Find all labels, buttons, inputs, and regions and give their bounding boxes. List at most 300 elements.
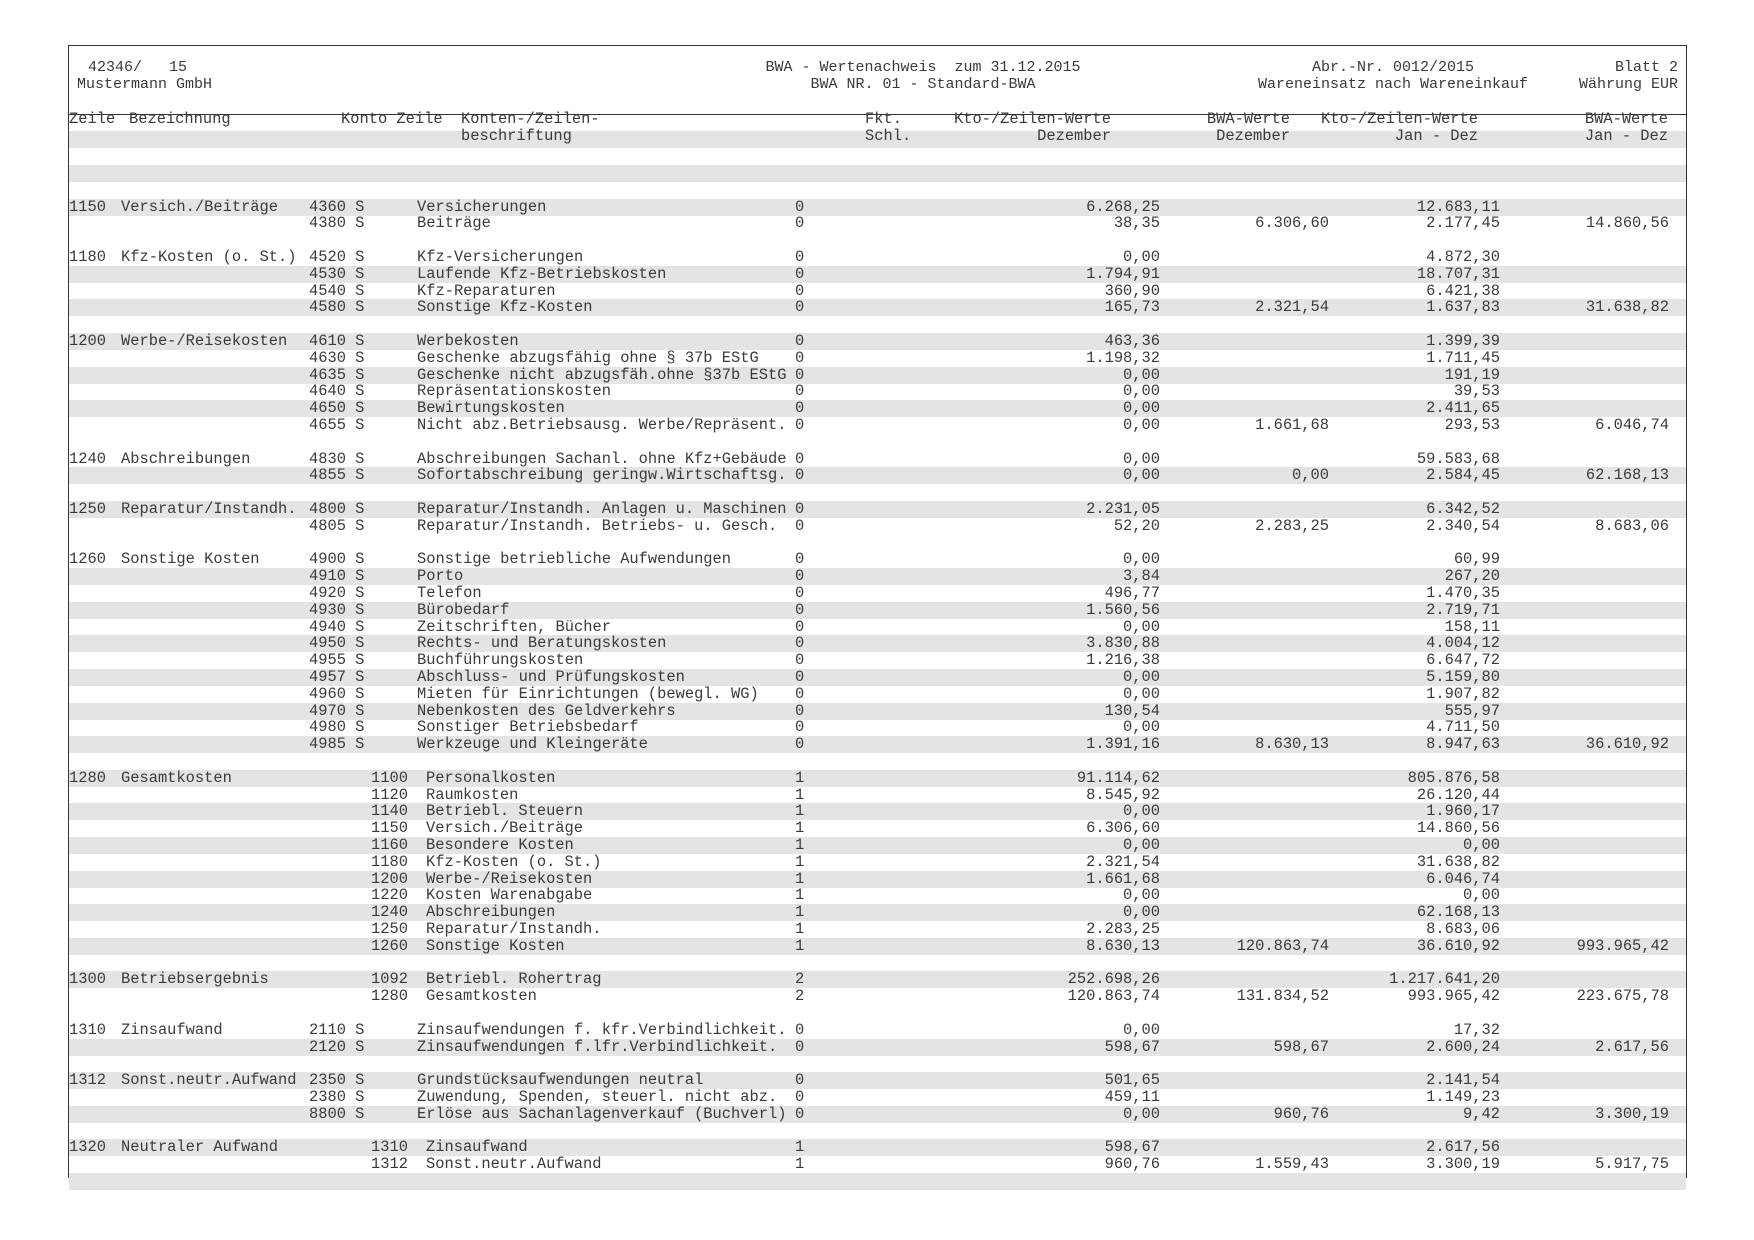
row-label: Versicherungen — [417, 197, 547, 216]
row-value-dec: 1.661,68 — [1086, 869, 1160, 888]
row-value-ytd: 1.637,83 — [1426, 298, 1500, 317]
col-beschriftung-1: Konten-/Zeilen- — [461, 110, 600, 128]
row-function-key: 0 — [795, 348, 805, 367]
row-account: 2350 S — [309, 1071, 365, 1090]
table-row — [69, 619, 1686, 636]
row-value-ytd: 993.965,42 — [1407, 987, 1500, 1006]
row-function-key: 0 — [795, 466, 805, 485]
col-konto-zeile: Konto Zeile — [341, 110, 443, 128]
table-row — [69, 400, 1686, 417]
table-row — [69, 820, 1686, 837]
table-row — [69, 988, 1686, 1005]
table-row — [69, 652, 1686, 669]
row-value-ytd: 8.683,06 — [1426, 920, 1500, 938]
row-designation: Sonst.neutr.Aufwand — [121, 1071, 297, 1090]
row-label: Betriebl. Rohertrag — [426, 970, 602, 989]
row-label: Nicht abz.Betriebsausg. Werbe/Repräsent. — [417, 416, 787, 434]
row-label: Mieten für Einrichtungen (bewegl. WG) — [417, 684, 759, 703]
row-value-dec: 0,00 — [1123, 718, 1160, 737]
row-function-key: 0 — [795, 332, 805, 350]
col-fkt-2: Schl. — [865, 127, 912, 145]
row-account: 4380 S — [309, 214, 365, 233]
table-row — [69, 501, 1686, 518]
table-row — [69, 602, 1686, 619]
row-bwa-ytd: 2.617,56 — [1595, 1037, 1669, 1056]
row-line-ref: 1160 — [371, 836, 408, 854]
row-function-key: 1 — [795, 1138, 805, 1157]
row-function-key: 0 — [795, 248, 805, 266]
currency: Währung EUR — [1578, 76, 1678, 93]
row-function-key: 0 — [795, 617, 805, 636]
row-function-key: 1 — [795, 768, 805, 787]
row-bwa-dec: 131.834,52 — [1236, 987, 1329, 1006]
row-account: 4955 S — [309, 651, 365, 670]
row-account: 4830 S — [309, 449, 365, 468]
row-value-ytd: 3.300,19 — [1426, 1155, 1500, 1174]
row-account: 4520 S — [309, 248, 365, 266]
row-line-number: 1180 — [69, 248, 106, 266]
row-account: 4360 S — [309, 197, 365, 216]
row-value-dec: 1.391,16 — [1086, 735, 1160, 754]
row-label: Sofortabschreibung geringw.Wirtschaftsg. — [417, 466, 787, 485]
table-row — [69, 686, 1686, 703]
row-value-dec: 0,00 — [1123, 416, 1160, 434]
row-line-ref: 1200 — [371, 869, 408, 888]
col-bwa-jd-1: BWA-Werte — [1584, 110, 1668, 128]
row-label: Bürobedarf — [417, 600, 510, 619]
row-label: Kfz-Versicherungen — [417, 248, 584, 266]
row-value-dec: 496,77 — [1104, 584, 1160, 602]
row-bwa-dec: 120.863,74 — [1236, 936, 1329, 955]
row-function-key: 1 — [795, 920, 805, 938]
row-label: Sonstige betriebliche Aufwendungen — [417, 550, 732, 569]
row-value-dec: 165,73 — [1104, 298, 1160, 317]
row-label: Sonstiger Betriebsbedarf — [417, 718, 639, 737]
row-line-ref: 1280 — [371, 987, 408, 1006]
row-value-dec: 38,35 — [1113, 214, 1160, 233]
row-value-dec: 130,54 — [1104, 701, 1160, 720]
row-bwa-ytd: 6.046,74 — [1595, 416, 1669, 434]
row-bwa-ytd: 36.610,92 — [1585, 735, 1669, 754]
row-label: Abschluss- und Prüfungskosten — [417, 668, 685, 686]
table-row — [69, 703, 1686, 720]
row-label: Laufende Kfz-Betriebskosten — [417, 264, 667, 283]
row-function-key: 0 — [795, 550, 805, 569]
row-value-dec: 598,67 — [1104, 1037, 1160, 1056]
row-label: Reparatur/Instandh. Betriebs- u. Gesch. — [417, 516, 778, 535]
row-label: Reparatur/Instandh. Anlagen u. Maschinen — [417, 500, 787, 518]
report-title: BWA - Wertenachweis zum 31.12.2015 — [765, 59, 1081, 76]
row-value-dec: 0,00 — [1123, 399, 1160, 418]
row-function-key: 0 — [795, 399, 805, 418]
row-value-dec: 2.231,05 — [1086, 500, 1160, 518]
row-function-key: 1 — [795, 852, 805, 871]
table-row — [69, 215, 1686, 232]
row-bwa-dec: 1.559,43 — [1255, 1155, 1329, 1174]
row-function-key: 0 — [795, 701, 805, 720]
row-value-ytd: 1.217.641,20 — [1389, 970, 1500, 989]
row-function-key: 1 — [795, 886, 805, 905]
row-designation: Versich./Beiträge — [121, 197, 279, 216]
row-account: 4655 S — [309, 416, 365, 434]
row-line-ref: 1260 — [371, 936, 408, 955]
row-account: 2380 S — [309, 1088, 365, 1106]
row-bwa-dec: 598,67 — [1273, 1037, 1329, 1056]
row-value-ytd: 1.149,23 — [1426, 1088, 1500, 1106]
table-row — [69, 1106, 1686, 1123]
row-label: Sonstige Kfz-Kosten — [417, 298, 593, 317]
col-fkt-1: Fkt. — [865, 110, 902, 128]
row-designation: Betriebsergebnis — [121, 970, 269, 989]
row-designation: Zinsaufwand — [121, 1020, 223, 1039]
table-row — [69, 669, 1686, 686]
row-label: Nebenkosten des Geldverkehrs — [417, 701, 676, 720]
row-value-ytd: 555,97 — [1444, 701, 1500, 720]
table-row — [69, 467, 1686, 484]
row-value-ytd: 17,32 — [1453, 1020, 1500, 1039]
row-value-ytd: 267,20 — [1444, 567, 1500, 586]
row-function-key: 0 — [795, 1020, 805, 1039]
col-kto-dez-1: Kto-/Zeilen-Werte — [953, 110, 1111, 128]
row-bwa-dec: 960,76 — [1273, 1104, 1329, 1123]
row-line-ref: 1100 — [371, 768, 408, 787]
row-label: Geschenke abzugsfähig ohne § 37b EStG — [417, 348, 759, 367]
row-label: Zinsaufwendungen f. kfr.Verbindlichkeit. — [417, 1020, 787, 1039]
row-function-key: 0 — [795, 668, 805, 686]
row-account: 4940 S — [309, 617, 365, 636]
row-value-ytd: 60,99 — [1453, 550, 1500, 569]
row-label: Abschreibungen Sachanl. ohne Kfz+Gebäude — [417, 449, 787, 468]
row-line-number: 1280 — [69, 768, 106, 787]
row-function-key: 0 — [795, 1104, 805, 1123]
row-label: Telefon — [417, 584, 482, 602]
row-value-ytd: 1.399,39 — [1426, 332, 1500, 350]
row-value-dec: 459,11 — [1104, 1088, 1160, 1106]
row-line-number: 1150 — [69, 197, 106, 216]
row-account: 4800 S — [309, 500, 365, 518]
table-row — [69, 854, 1686, 871]
row-label: Raumkosten — [426, 785, 519, 804]
row-function-key: 0 — [795, 214, 805, 233]
row-designation: Abschreibungen — [121, 449, 251, 468]
row-label: Erlöse aus Sachanlagenverkauf (Buchverl) — [417, 1104, 787, 1123]
row-label: Werbekosten — [417, 332, 519, 350]
table-row — [69, 417, 1686, 434]
table-row — [69, 383, 1686, 400]
row-function-key: 1 — [795, 819, 805, 838]
row-line-ref: 1092 — [371, 970, 408, 989]
table-row — [69, 1139, 1686, 1156]
row-line-number: 1312 — [69, 1071, 106, 1090]
row-function-key: 1 — [795, 1155, 805, 1174]
row-value-ytd: 36.610,92 — [1416, 936, 1500, 955]
row-account: 4957 S — [309, 668, 365, 686]
row-function-key: 0 — [795, 584, 805, 602]
row-label: Geschenke nicht abzugsfäh.ohne §37b EStG — [417, 365, 787, 384]
row-label: Zinsaufwendungen f.lfr.Verbindlichkeit. — [417, 1037, 778, 1056]
row-value-dec: 91.114,62 — [1076, 768, 1160, 787]
row-line-number: 1240 — [69, 449, 106, 468]
row-line-ref: 1240 — [371, 903, 408, 922]
row-account: 4985 S — [309, 735, 365, 754]
row-value-dec: 960,76 — [1104, 1155, 1160, 1174]
row-value-ytd: 59.583,68 — [1416, 449, 1500, 468]
row-value-dec: 0,00 — [1123, 365, 1160, 384]
row-value-dec: 3.830,88 — [1086, 634, 1160, 653]
row-function-key: 1 — [795, 785, 805, 804]
row-function-key: 0 — [795, 651, 805, 670]
row-bwa-ytd: 5.917,75 — [1595, 1155, 1669, 1174]
row-bwa-ytd: 62.168,13 — [1585, 466, 1669, 485]
row-account: 4805 S — [309, 516, 365, 535]
row-value-ytd: 293,53 — [1444, 416, 1500, 434]
row-line-number: 1300 — [69, 970, 106, 989]
row-value-dec: 0,00 — [1123, 449, 1160, 468]
row-function-key: 0 — [795, 516, 805, 535]
row-value-dec: 0,00 — [1123, 466, 1160, 485]
row-label: Reparatur/Instandh. — [426, 920, 602, 938]
report-sheet — [68, 45, 1687, 1178]
table-row — [69, 1072, 1686, 1089]
col-bwa-jd-2: Jan - Dez — [1584, 127, 1668, 145]
row-value-ytd: 26.120,44 — [1416, 785, 1500, 804]
table-row — [69, 938, 1686, 955]
row-function-key: 0 — [795, 298, 805, 317]
row-account: 4930 S — [309, 600, 365, 619]
row-bwa-ytd: 993.965,42 — [1576, 936, 1669, 955]
row-value-dec: 0,00 — [1123, 617, 1160, 636]
col-beschriftung-2: beschriftung — [461, 127, 572, 145]
row-value-dec: 0,00 — [1123, 903, 1160, 922]
row-value-dec: 3,84 — [1123, 567, 1160, 586]
row-value-ytd: 158,11 — [1444, 617, 1500, 636]
table-row — [69, 635, 1686, 652]
row-label: Besondere Kosten — [426, 836, 574, 854]
row-label: Abschreibungen — [426, 903, 556, 922]
table-row — [69, 249, 1686, 266]
row-designation: Reparatur/Instandh. — [121, 500, 297, 518]
table-row — [69, 736, 1686, 753]
row-value-dec: 0,00 — [1123, 836, 1160, 854]
row-line-ref: 1310 — [371, 1138, 408, 1157]
row-value-ytd: 1.907,82 — [1426, 684, 1500, 703]
row-value-ytd: 4.711,50 — [1426, 718, 1500, 737]
col-bwa-dez-2: Dezember — [1216, 127, 1290, 145]
row-line-ref: 1140 — [371, 802, 408, 821]
row-bwa-ytd: 14.860,56 — [1585, 214, 1669, 233]
row-bwa-ytd: 3.300,19 — [1595, 1104, 1669, 1123]
row-label: Versich./Beiträge — [426, 819, 584, 838]
table-row — [69, 719, 1686, 736]
table-row — [69, 1089, 1686, 1106]
row-designation: Werbe-/Reisekosten — [121, 332, 288, 350]
row-account: 4650 S — [309, 399, 365, 418]
row-account: 8800 S — [309, 1104, 365, 1123]
row-value-dec: 501,65 — [1104, 1071, 1160, 1090]
row-value-ytd: 18.707,31 — [1416, 264, 1500, 283]
row-function-key: 1 — [795, 869, 805, 888]
row-account: 2120 S — [309, 1037, 365, 1056]
row-function-key: 0 — [795, 449, 805, 468]
table-row — [69, 921, 1686, 938]
table-row — [69, 887, 1686, 904]
row-line-ref: 1250 — [371, 920, 408, 938]
row-value-dec: 0,00 — [1123, 886, 1160, 905]
row-account: 4910 S — [309, 567, 365, 586]
col-zeile: Zeile — [69, 110, 116, 128]
table-row — [69, 333, 1686, 350]
row-value-ytd: 1.960,17 — [1426, 802, 1500, 821]
row-function-key: 0 — [795, 735, 805, 754]
row-bwa-ytd: 31.638,82 — [1585, 298, 1669, 317]
row-value-ytd: 191,19 — [1444, 365, 1500, 384]
row-function-key: 0 — [795, 281, 805, 300]
client-number: 42346/ 15 — [88, 59, 188, 76]
row-stripe — [69, 1173, 1686, 1190]
row-account: 4855 S — [309, 466, 365, 485]
row-value-dec: 0,00 — [1123, 382, 1160, 401]
row-line-ref: 1312 — [371, 1155, 408, 1174]
row-value-ytd: 2.600,24 — [1426, 1037, 1500, 1056]
row-function-key: 1 — [795, 903, 805, 922]
row-function-key: 0 — [795, 600, 805, 619]
row-line-number: 1310 — [69, 1020, 106, 1039]
row-label: Sonstige Kosten — [426, 936, 565, 955]
row-value-dec: 0,00 — [1123, 550, 1160, 569]
table-row — [69, 350, 1686, 367]
row-bwa-ytd: 223.675,78 — [1576, 987, 1669, 1006]
col-bezeichnung: Bezeichnung — [129, 110, 231, 128]
row-value-ytd: 2.340,54 — [1426, 516, 1500, 535]
row-value-dec: 2.321,54 — [1086, 852, 1160, 871]
row-function-key: 1 — [795, 936, 805, 955]
row-line-number: 1250 — [69, 500, 106, 518]
row-function-key: 0 — [795, 365, 805, 384]
row-value-dec: 8.630,13 — [1086, 936, 1160, 955]
row-value-ytd: 5.159,80 — [1426, 668, 1500, 686]
row-account: 4980 S — [309, 718, 365, 737]
row-value-ytd: 2.411,65 — [1426, 399, 1500, 418]
row-function-key: 2 — [795, 970, 805, 989]
row-value-dec: 0,00 — [1123, 802, 1160, 821]
table-row — [69, 770, 1686, 787]
row-label: Gesamtkosten — [426, 987, 537, 1006]
col-bwa-dez-1: BWA-Werte — [1206, 110, 1290, 128]
row-value-ytd: 6.421,38 — [1426, 281, 1500, 300]
row-function-key: 0 — [795, 1071, 805, 1090]
table-row — [69, 299, 1686, 316]
row-value-dec: 1.560,56 — [1086, 600, 1160, 619]
row-function-key: 0 — [795, 382, 805, 401]
row-value-dec: 0,00 — [1123, 668, 1160, 686]
row-value-ytd: 9,42 — [1463, 1104, 1500, 1123]
row-function-key: 0 — [795, 718, 805, 737]
row-value-ytd: 2.141,54 — [1426, 1071, 1500, 1090]
table-row — [69, 787, 1686, 804]
report-subtitle: BWA NR. 01 - Standard-BWA — [810, 76, 1036, 93]
row-function-key: 0 — [795, 1088, 805, 1106]
row-value-ytd: 1.470,35 — [1426, 584, 1500, 602]
row-line-number: 1260 — [69, 550, 106, 569]
row-value-ytd: 31.638,82 — [1416, 852, 1500, 871]
row-value-dec: 0,00 — [1123, 684, 1160, 703]
row-account: 4530 S — [309, 264, 365, 283]
col-kto-dez-2: Dezember — [1037, 127, 1111, 145]
row-value-dec: 0,00 — [1123, 248, 1160, 266]
row-label: Personalkosten — [426, 768, 556, 787]
table-row — [69, 266, 1686, 283]
row-account: 4580 S — [309, 298, 365, 317]
row-label: Werkzeuge und Kleingeräte — [417, 735, 648, 754]
row-bwa-ytd: 8.683,06 — [1595, 516, 1669, 535]
row-function-key: 0 — [795, 197, 805, 216]
row-value-dec: 0,00 — [1123, 1104, 1160, 1123]
row-line-ref: 1220 — [371, 886, 408, 905]
row-value-dec: 0,00 — [1123, 1020, 1160, 1039]
row-account: 4640 S — [309, 382, 365, 401]
row-value-ytd: 62.168,13 — [1416, 903, 1500, 922]
table-row — [69, 904, 1686, 921]
row-value-dec: 1.794,91 — [1086, 264, 1160, 283]
row-label: Kfz-Reparaturen — [417, 281, 556, 300]
table-row — [69, 585, 1686, 602]
row-value-dec: 2.283,25 — [1086, 920, 1160, 938]
row-designation: Neutraler Aufwand — [121, 1138, 279, 1157]
row-label: Rechts- und Beratungskosten — [417, 634, 667, 653]
row-label: Sonst.neutr.Aufwand — [426, 1155, 602, 1174]
row-bwa-dec: 1.661,68 — [1255, 416, 1329, 434]
row-label: Grundstücksaufwendungen neutral — [417, 1071, 704, 1090]
table-row — [69, 871, 1686, 888]
row-label: Repräsentationskosten — [417, 382, 611, 401]
row-value-dec: 252.698,26 — [1067, 970, 1160, 989]
row-function-key: 0 — [795, 416, 805, 434]
row-label: Bewirtungskosten — [417, 399, 565, 418]
row-value-ytd: 2.719,71 — [1426, 600, 1500, 619]
row-account: 4610 S — [309, 332, 365, 350]
row-account: 4970 S — [309, 701, 365, 720]
row-value-dec: 120.863,74 — [1067, 987, 1160, 1006]
row-account: 4630 S — [309, 348, 365, 367]
row-value-dec: 8.545,92 — [1086, 785, 1160, 804]
valuation-basis: Wareneinsatz nach Wareneinkauf — [1257, 76, 1529, 93]
table-row — [69, 803, 1686, 820]
row-label: Buchführungskosten — [417, 651, 584, 670]
row-account: 4540 S — [309, 281, 365, 300]
row-value-dec: 598,67 — [1104, 1138, 1160, 1157]
row-value-ytd: 0,00 — [1463, 886, 1500, 905]
row-value-dec: 360,90 — [1104, 281, 1160, 300]
row-value-ytd: 0,00 — [1463, 836, 1500, 854]
row-value-dec: 52,20 — [1113, 516, 1160, 535]
row-value-ytd: 805.876,58 — [1407, 768, 1500, 787]
row-label: Betriebl. Steuern — [426, 802, 584, 821]
row-label: Zuwendung, Spenden, steuerl. nicht abz. — [417, 1088, 778, 1106]
row-label: Zeitschriften, Bücher — [417, 617, 611, 636]
row-function-key: 0 — [795, 500, 805, 518]
row-label: Zinsaufwand — [426, 1138, 528, 1157]
row-value-ytd: 1.711,45 — [1426, 348, 1500, 367]
table-row — [69, 551, 1686, 568]
row-line-ref: 1180 — [371, 852, 408, 871]
table-row — [69, 1022, 1686, 1039]
row-function-key: 0 — [795, 264, 805, 283]
row-value-dec: 463,36 — [1104, 332, 1160, 350]
row-label: Beiträge — [417, 214, 491, 233]
row-bwa-dec: 2.321,54 — [1255, 298, 1329, 317]
row-value-ytd: 4.004,12 — [1426, 634, 1500, 653]
company-name: Mustermann GmbH — [77, 76, 213, 93]
